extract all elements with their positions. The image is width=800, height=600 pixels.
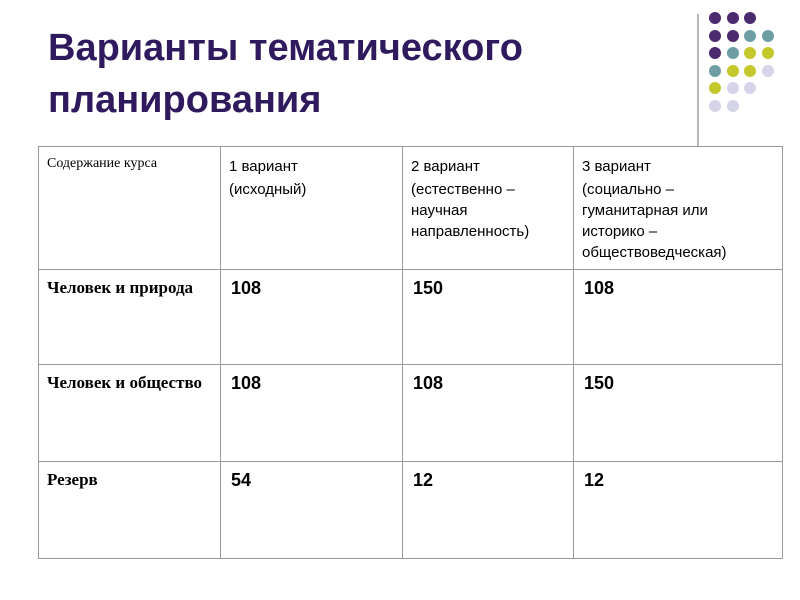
decorative-dot <box>709 65 721 77</box>
table-row <box>39 365 783 462</box>
decorative-dot <box>727 65 739 77</box>
variant-2-subtitle: (естественно – научная направленность) <box>411 181 530 240</box>
decorative-dot <box>709 47 721 59</box>
table-cell-value: 150 <box>584 373 615 393</box>
table-cell-value: 150 <box>413 278 444 298</box>
decorative-dot <box>709 12 721 24</box>
table-cell-value: 108 <box>413 373 444 393</box>
row-label: Человек и общество <box>47 373 203 392</box>
decorative-divider <box>697 14 699 146</box>
variant-1-subtitle: (исходный) <box>229 181 307 198</box>
table-cell-value: 12 <box>413 470 434 490</box>
decorative-dot <box>727 47 739 59</box>
slide-title: Варианты тематического планирования <box>48 27 523 121</box>
decorative-dot <box>727 82 739 94</box>
table-row <box>39 270 783 365</box>
decorative-dot <box>744 12 756 24</box>
table-row <box>39 462 783 559</box>
table-cell-value: 108 <box>231 278 262 298</box>
decorative-dot <box>744 47 756 59</box>
table-cell-value: 54 <box>231 470 252 490</box>
variant-3-subtitle: (социально – гуманитарная или историко – обществоведческая) <box>582 181 727 261</box>
header-content-label: Содержание курса <box>47 156 158 171</box>
decorative-dot <box>709 100 721 112</box>
decorative-dot <box>727 100 739 112</box>
decorative-dot <box>762 30 774 42</box>
table-cell-value: 12 <box>584 470 605 490</box>
header-cell-variant-3 <box>574 147 783 270</box>
planning-table <box>38 146 783 559</box>
table-header-row <box>39 147 783 270</box>
decorative-dot <box>762 47 774 59</box>
row-label: Человек и природа <box>47 278 194 297</box>
variant-1-title: 1 вариант <box>229 158 298 175</box>
decorative-dot <box>727 30 739 42</box>
table-cell-value: 108 <box>231 373 262 393</box>
header-cell-variant-2 <box>403 147 574 270</box>
decorative-dot <box>762 65 774 77</box>
decorative-dot <box>744 82 756 94</box>
decorative-dot <box>727 12 739 24</box>
header-cell-variant-1 <box>221 147 403 270</box>
decorative-dot <box>709 82 721 94</box>
decorative-dot <box>744 30 756 42</box>
header-cell-content <box>39 147 221 270</box>
row-label: Резерв <box>47 470 98 489</box>
table-cell-value: 108 <box>584 278 615 298</box>
decorative-dot <box>744 65 756 77</box>
decorative-dot <box>709 30 721 42</box>
variant-3-title: 3 вариант <box>582 158 651 175</box>
variant-2-title: 2 вариант <box>411 158 480 175</box>
